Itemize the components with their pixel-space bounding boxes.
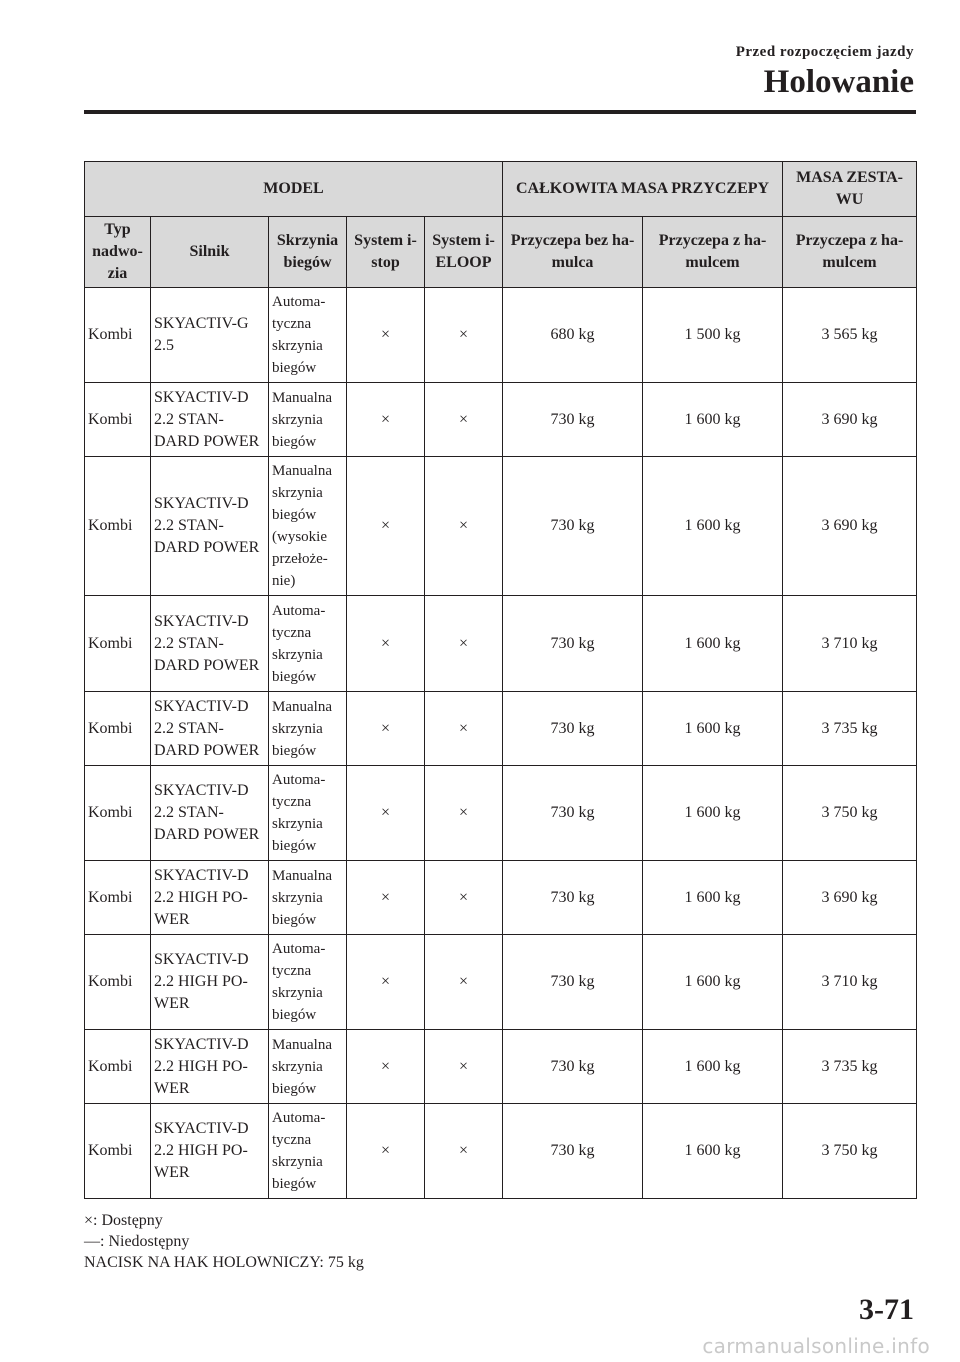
- transmission-cell: Automa-tyczna skrzynia biegów: [269, 596, 347, 692]
- body-type-cell: Kombi: [85, 457, 151, 596]
- body-type-cell: Kombi: [85, 596, 151, 692]
- engine-cell: SKYACTIV-D 2.2 HIGH PO-WER: [151, 1104, 269, 1199]
- body-type-cell: Kombi: [85, 766, 151, 861]
- i-eloop-cell: ×: [425, 457, 503, 596]
- transmission-cell: Manualna skrzynia biegów: [269, 383, 347, 457]
- table-row: [85, 861, 917, 935]
- i-stop-cell: ×: [347, 457, 425, 596]
- column-header-engine: Silnik: [151, 217, 269, 288]
- table-row: [85, 1104, 917, 1199]
- transmission-cell: Manualna skrzynia biegów: [269, 1030, 347, 1104]
- table-row: [85, 935, 917, 1030]
- unbraked-trailer-cell: 730 kg: [503, 1104, 643, 1199]
- footnote-unavailable: ―: Niedostępny: [84, 1233, 190, 1250]
- braked-trailer-cell: 1 500 kg: [643, 288, 783, 383]
- page-number: 3-71: [859, 1293, 914, 1326]
- table-row: [85, 1030, 917, 1104]
- train-mass-cell: 3 735 kg: [783, 1030, 917, 1104]
- trailer-mass-group-header: CAŁKOWITA MASA PRZYCZEPY: [503, 162, 783, 217]
- train-mass-group-header: MASA ZESTA-WU: [783, 162, 917, 217]
- i-eloop-cell: ×: [425, 935, 503, 1030]
- body-type-cell: Kombi: [85, 692, 151, 766]
- table-row: [85, 288, 917, 383]
- transmission-cell: Manualna skrzynia biegów: [269, 692, 347, 766]
- unbraked-trailer-cell: 730 kg: [503, 596, 643, 692]
- braked-trailer-cell: 1 600 kg: [643, 596, 783, 692]
- i-eloop-cell: ×: [425, 1030, 503, 1104]
- footnotes: [84, 1210, 364, 1273]
- i-eloop-cell: ×: [425, 288, 503, 383]
- unbraked-trailer-cell: 730 kg: [503, 935, 643, 1030]
- unbraked-trailer-cell: 730 kg: [503, 457, 643, 596]
- train-mass-cell: 3 690 kg: [783, 861, 917, 935]
- i-stop-cell: ×: [347, 596, 425, 692]
- i-stop-cell: ×: [347, 1104, 425, 1199]
- transmission-cell: Automa-tyczna skrzynia biegów: [269, 935, 347, 1030]
- engine-cell: SKYACTIV-D 2.2 STAN-DARD POWER: [151, 766, 269, 861]
- train-mass-cell: 3 690 kg: [783, 457, 917, 596]
- section-title: Przed rozpoczęciem jazdy: [735, 44, 914, 60]
- engine-cell: SKYACTIV-D 2.2 STAN-DARD POWER: [151, 383, 269, 457]
- braked-trailer-cell: 1 600 kg: [643, 935, 783, 1030]
- column-header-braked-trailer: Przyczepa z ha-mulcem: [643, 217, 783, 288]
- column-header-transmission: Skrzynia biegów: [269, 217, 347, 288]
- engine-cell: SKYACTIV-D 2.2 STAN-DARD POWER: [151, 457, 269, 596]
- i-eloop-cell: ×: [425, 383, 503, 457]
- train-mass-cell: 3 710 kg: [783, 596, 917, 692]
- train-mass-cell: 3 690 kg: [783, 383, 917, 457]
- towing-capacity-table: [84, 161, 917, 1199]
- i-stop-cell: ×: [347, 766, 425, 861]
- column-header-train-mass: Przyczepa z ha-mulcem: [783, 217, 917, 288]
- column-header-unbraked-trailer: Przyczepa bez ha-mulca: [503, 217, 643, 288]
- table-row: [85, 596, 917, 692]
- train-mass-cell: 3 750 kg: [783, 766, 917, 861]
- braked-trailer-cell: 1 600 kg: [643, 383, 783, 457]
- column-header-body-type: Typ nadwo-zia: [85, 217, 151, 288]
- i-eloop-cell: ×: [425, 596, 503, 692]
- engine-cell: SKYACTIV-D 2.2 HIGH PO-WER: [151, 1030, 269, 1104]
- braked-trailer-cell: 1 600 kg: [643, 1030, 783, 1104]
- unbraked-trailer-cell: 730 kg: [503, 766, 643, 861]
- i-stop-cell: ×: [347, 692, 425, 766]
- engine-cell: SKYACTIV-D 2.2 HIGH PO-WER: [151, 861, 269, 935]
- footnote-available: ×: Dostępny: [84, 1212, 163, 1229]
- i-eloop-cell: ×: [425, 692, 503, 766]
- model-group-header: MODEL: [85, 162, 503, 217]
- watermark: carmanualsonline.info: [702, 1334, 930, 1358]
- train-mass-cell: 3 735 kg: [783, 692, 917, 766]
- table-body: [85, 288, 917, 1199]
- table-row: [85, 383, 917, 457]
- footnote-tongue-load: NACISK NA HAK HOLOWNICZY: 75 kg: [84, 1254, 364, 1271]
- table-row: [85, 692, 917, 766]
- unbraked-trailer-cell: 730 kg: [503, 383, 643, 457]
- transmission-cell: Manualna skrzynia biegów (wysokie przełoże-nie): [269, 457, 347, 596]
- body-type-cell: Kombi: [85, 1030, 151, 1104]
- transmission-cell: Automa-tyczna skrzynia biegów: [269, 766, 347, 861]
- column-header-i-stop: System i-stop: [347, 217, 425, 288]
- table-column-header-row: [85, 217, 917, 288]
- header-rule: [84, 110, 916, 114]
- braked-trailer-cell: 1 600 kg: [643, 861, 783, 935]
- body-type-cell: Kombi: [85, 383, 151, 457]
- table-group-header-row: [85, 162, 917, 217]
- i-eloop-cell: ×: [425, 766, 503, 861]
- unbraked-trailer-cell: 730 kg: [503, 1030, 643, 1104]
- engine-cell: SKYACTIV-D 2.2 STAN-DARD POWER: [151, 596, 269, 692]
- body-type-cell: Kombi: [85, 935, 151, 1030]
- i-stop-cell: ×: [347, 288, 425, 383]
- train-mass-cell: 3 710 kg: [783, 935, 917, 1030]
- column-header-i-eloop: System i-ELOOP: [425, 217, 503, 288]
- body-type-cell: Kombi: [85, 861, 151, 935]
- i-eloop-cell: ×: [425, 861, 503, 935]
- engine-cell: SKYACTIV-D 2.2 STAN-DARD POWER: [151, 692, 269, 766]
- engine-cell: SKYACTIV-G 2.5: [151, 288, 269, 383]
- i-stop-cell: ×: [347, 383, 425, 457]
- braked-trailer-cell: 1 600 kg: [643, 1104, 783, 1199]
- braked-trailer-cell: 1 600 kg: [643, 692, 783, 766]
- table-row: [85, 766, 917, 861]
- braked-trailer-cell: 1 600 kg: [643, 457, 783, 596]
- table-row: [85, 457, 917, 596]
- body-type-cell: Kombi: [85, 1104, 151, 1199]
- page-title: Holowanie: [763, 64, 914, 100]
- engine-cell: SKYACTIV-D 2.2 HIGH PO-WER: [151, 935, 269, 1030]
- train-mass-cell: 3 750 kg: [783, 1104, 917, 1199]
- unbraked-trailer-cell: 730 kg: [503, 692, 643, 766]
- i-stop-cell: ×: [347, 861, 425, 935]
- unbraked-trailer-cell: 730 kg: [503, 861, 643, 935]
- i-eloop-cell: ×: [425, 1104, 503, 1199]
- body-type-cell: Kombi: [85, 288, 151, 383]
- i-stop-cell: ×: [347, 935, 425, 1030]
- transmission-cell: Manualna skrzynia biegów: [269, 861, 347, 935]
- train-mass-cell: 3 565 kg: [783, 288, 917, 383]
- unbraked-trailer-cell: 680 kg: [503, 288, 643, 383]
- braked-trailer-cell: 1 600 kg: [643, 766, 783, 861]
- i-stop-cell: ×: [347, 1030, 425, 1104]
- transmission-cell: Automa-tyczna skrzynia biegów: [269, 288, 347, 383]
- transmission-cell: Automa-tyczna skrzynia biegów: [269, 1104, 347, 1199]
